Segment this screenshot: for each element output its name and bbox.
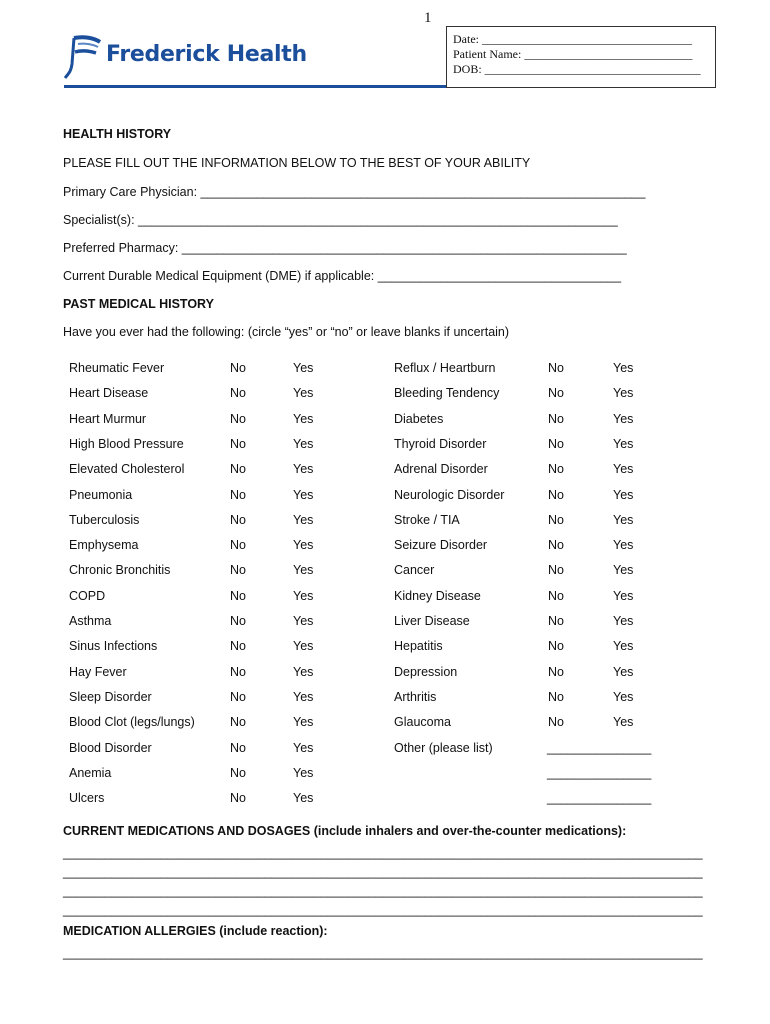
health-history-instruction: PLEASE FILL OUT THE INFORMATION BELOW TO THE BEST OF YOUR ABILITY (63, 156, 531, 170)
no-option[interactable]: No (230, 690, 246, 704)
no-option[interactable]: No (548, 538, 564, 552)
no-option[interactable]: No (230, 639, 246, 653)
yes-option[interactable]: Yes (293, 386, 314, 400)
condition-label: Thyroid Disorder (394, 437, 487, 451)
no-option[interactable]: No (548, 715, 564, 729)
yes-option[interactable]: Yes (613, 488, 634, 502)
patient-name-field[interactable]: Patient Name: ____________________________ (453, 47, 693, 61)
no-option[interactable]: No (548, 563, 564, 577)
condition-label: Blood Clot (legs/lungs) (69, 715, 195, 729)
condition-label: Heart Disease (69, 386, 149, 400)
medication-line[interactable]: ____________________________________________________________________________________________ (63, 865, 703, 879)
condition-label: Liver Disease (394, 614, 470, 628)
no-option[interactable]: No (230, 361, 246, 375)
allergy-line[interactable]: ____________________________________________________________________________________________ (63, 946, 703, 960)
no-option[interactable]: No (230, 386, 246, 400)
condition-label: Ulcers (69, 791, 105, 805)
yes-option[interactable]: Yes (293, 665, 314, 679)
yes-option[interactable]: Yes (613, 589, 634, 603)
yes-option[interactable]: Yes (293, 791, 314, 805)
yes-option[interactable]: Yes (613, 690, 634, 704)
other-blank-field[interactable]: _______________ (547, 766, 652, 780)
no-option[interactable]: No (548, 665, 564, 679)
health-history-title: HEALTH HISTORY (63, 127, 172, 141)
yes-option[interactable]: Yes (613, 513, 634, 527)
condition-label: Blood Disorder (69, 741, 152, 755)
yes-option[interactable]: Yes (613, 715, 634, 729)
condition-label: Anemia (69, 766, 112, 780)
yes-option[interactable]: Yes (613, 437, 634, 451)
condition-label: Heart Murmur (69, 412, 147, 426)
yes-option[interactable]: Yes (293, 513, 314, 527)
condition-label: Sleep Disorder (69, 690, 152, 704)
yes-option[interactable]: Yes (293, 563, 314, 577)
primary-care-physician-field[interactable]: Primary Care Physician: ________________________________________________________________ (63, 185, 646, 199)
no-option[interactable]: No (230, 462, 246, 476)
no-option[interactable]: No (230, 665, 246, 679)
no-option[interactable]: No (548, 462, 564, 476)
yes-option[interactable]: Yes (293, 690, 314, 704)
condition-label: Pneumonia (69, 488, 133, 502)
no-option[interactable]: No (548, 361, 564, 375)
condition-label: Asthma (69, 614, 112, 628)
no-option[interactable]: No (548, 614, 564, 628)
yes-option[interactable]: Yes (293, 361, 314, 375)
past-medical-history-title: PAST MEDICAL HISTORY (63, 297, 214, 311)
condition-label: Emphysema (69, 538, 139, 552)
no-option[interactable]: No (548, 386, 564, 400)
no-option[interactable]: No (230, 437, 246, 451)
yes-option[interactable]: Yes (293, 437, 314, 451)
yes-option[interactable]: Yes (293, 614, 314, 628)
condition-label: COPD (69, 589, 106, 603)
condition-label: Seizure Disorder (394, 538, 488, 552)
medications-title: CURRENT MEDICATIONS AND DOSAGES (include inhalers and over-the-counter medications): (63, 824, 627, 838)
yes-option[interactable]: Yes (613, 361, 634, 375)
condition-label: Neurologic Disorder (394, 488, 505, 502)
yes-option[interactable]: Yes (613, 462, 634, 476)
no-option[interactable]: No (230, 614, 246, 628)
other-blank-field[interactable]: _______________ (547, 791, 652, 805)
condition-label: Stroke / TIA (394, 513, 460, 527)
yes-option[interactable]: Yes (293, 538, 314, 552)
yes-option[interactable]: Yes (293, 462, 314, 476)
yes-option[interactable]: Yes (293, 412, 314, 426)
yes-option[interactable]: Yes (293, 488, 314, 502)
no-option[interactable]: No (230, 563, 246, 577)
condition-label: Elevated Cholesterol (69, 462, 185, 476)
yes-option[interactable]: Yes (613, 614, 634, 628)
condition-label: Hepatitis (394, 639, 443, 653)
other-label: Other (please list) (394, 741, 493, 755)
no-option[interactable]: No (230, 766, 246, 780)
condition-label: Sinus Infections (69, 639, 158, 653)
no-option[interactable]: No (548, 690, 564, 704)
condition-label: Diabetes (394, 412, 444, 426)
yes-option[interactable]: Yes (293, 741, 314, 755)
no-option[interactable]: No (230, 791, 246, 805)
condition-label: Glaucoma (394, 715, 451, 729)
yes-option[interactable]: Yes (613, 665, 634, 679)
patient-info-box (446, 26, 716, 88)
condition-label: Bleeding Tendency (394, 386, 500, 400)
condition-label: Cancer (394, 563, 435, 577)
no-option[interactable]: No (230, 589, 246, 603)
no-option[interactable]: No (230, 488, 246, 502)
allergies-title: MEDICATION ALLERGIES (include reaction): (63, 924, 328, 938)
no-option[interactable]: No (230, 715, 246, 729)
medication-line[interactable]: ____________________________________________________________________________________________ (63, 884, 703, 898)
other-blank-field[interactable]: _______________ (547, 741, 652, 755)
no-option[interactable]: No (548, 589, 564, 603)
condition-label: Kidney Disease (394, 589, 481, 603)
date-field[interactable]: Date: ___________________________________ (453, 32, 692, 46)
no-option[interactable]: No (548, 488, 564, 502)
yes-option[interactable]: Yes (293, 589, 314, 603)
yes-option[interactable]: Yes (613, 412, 634, 426)
yes-option[interactable]: Yes (293, 715, 314, 729)
dob-field[interactable]: DOB: ____________________________________ (453, 62, 701, 76)
no-option[interactable]: No (230, 412, 246, 426)
no-option[interactable]: No (230, 538, 246, 552)
condition-label: Tuberculosis (69, 513, 140, 527)
condition-label: Chronic Bronchitis (69, 563, 171, 577)
yes-option[interactable]: Yes (293, 766, 314, 780)
no-option[interactable]: No (230, 741, 246, 755)
condition-label: High Blood Pressure (69, 437, 184, 451)
specialists-field[interactable]: Specialist(s): _____________________________________________________________________ (63, 213, 618, 227)
no-option[interactable]: No (548, 437, 564, 451)
preferred-pharmacy-field[interactable]: Preferred Pharmacy: ________________________________________________________________ (63, 241, 627, 255)
medication-line[interactable]: ____________________________________________________________________________________________ (63, 846, 703, 860)
dme-field[interactable]: Current Durable Medical Equipment (DME) if applicable: ___________________________________ (63, 269, 622, 283)
no-option[interactable]: No (230, 513, 246, 527)
frederick-health-f-logo-icon (64, 34, 104, 80)
yes-option[interactable]: Yes (613, 563, 634, 577)
yes-option[interactable]: Yes (613, 538, 634, 552)
condition-label: Hay Fever (69, 665, 127, 679)
logo (64, 34, 104, 85)
logo-text: Frederick Health (106, 42, 307, 67)
condition-label: Depression (394, 665, 458, 679)
no-option[interactable]: No (548, 513, 564, 527)
yes-option[interactable]: Yes (613, 386, 634, 400)
yes-option[interactable]: Yes (293, 639, 314, 653)
page-number: 1 (424, 10, 432, 26)
condition-label: Adrenal Disorder (394, 462, 488, 476)
condition-label: Rheumatic Fever (69, 361, 165, 375)
no-option[interactable]: No (548, 639, 564, 653)
no-option[interactable]: No (548, 412, 564, 426)
past-medical-history-instruction: Have you ever had the following: (circle “yes” or “no” or leave blanks if uncertain) (63, 325, 510, 339)
condition-label: Arthritis (394, 690, 437, 704)
medication-line[interactable]: ____________________________________________________________________________________________ (63, 903, 703, 917)
yes-option[interactable]: Yes (613, 639, 634, 653)
condition-label: Reflux / Heartburn (394, 361, 496, 375)
